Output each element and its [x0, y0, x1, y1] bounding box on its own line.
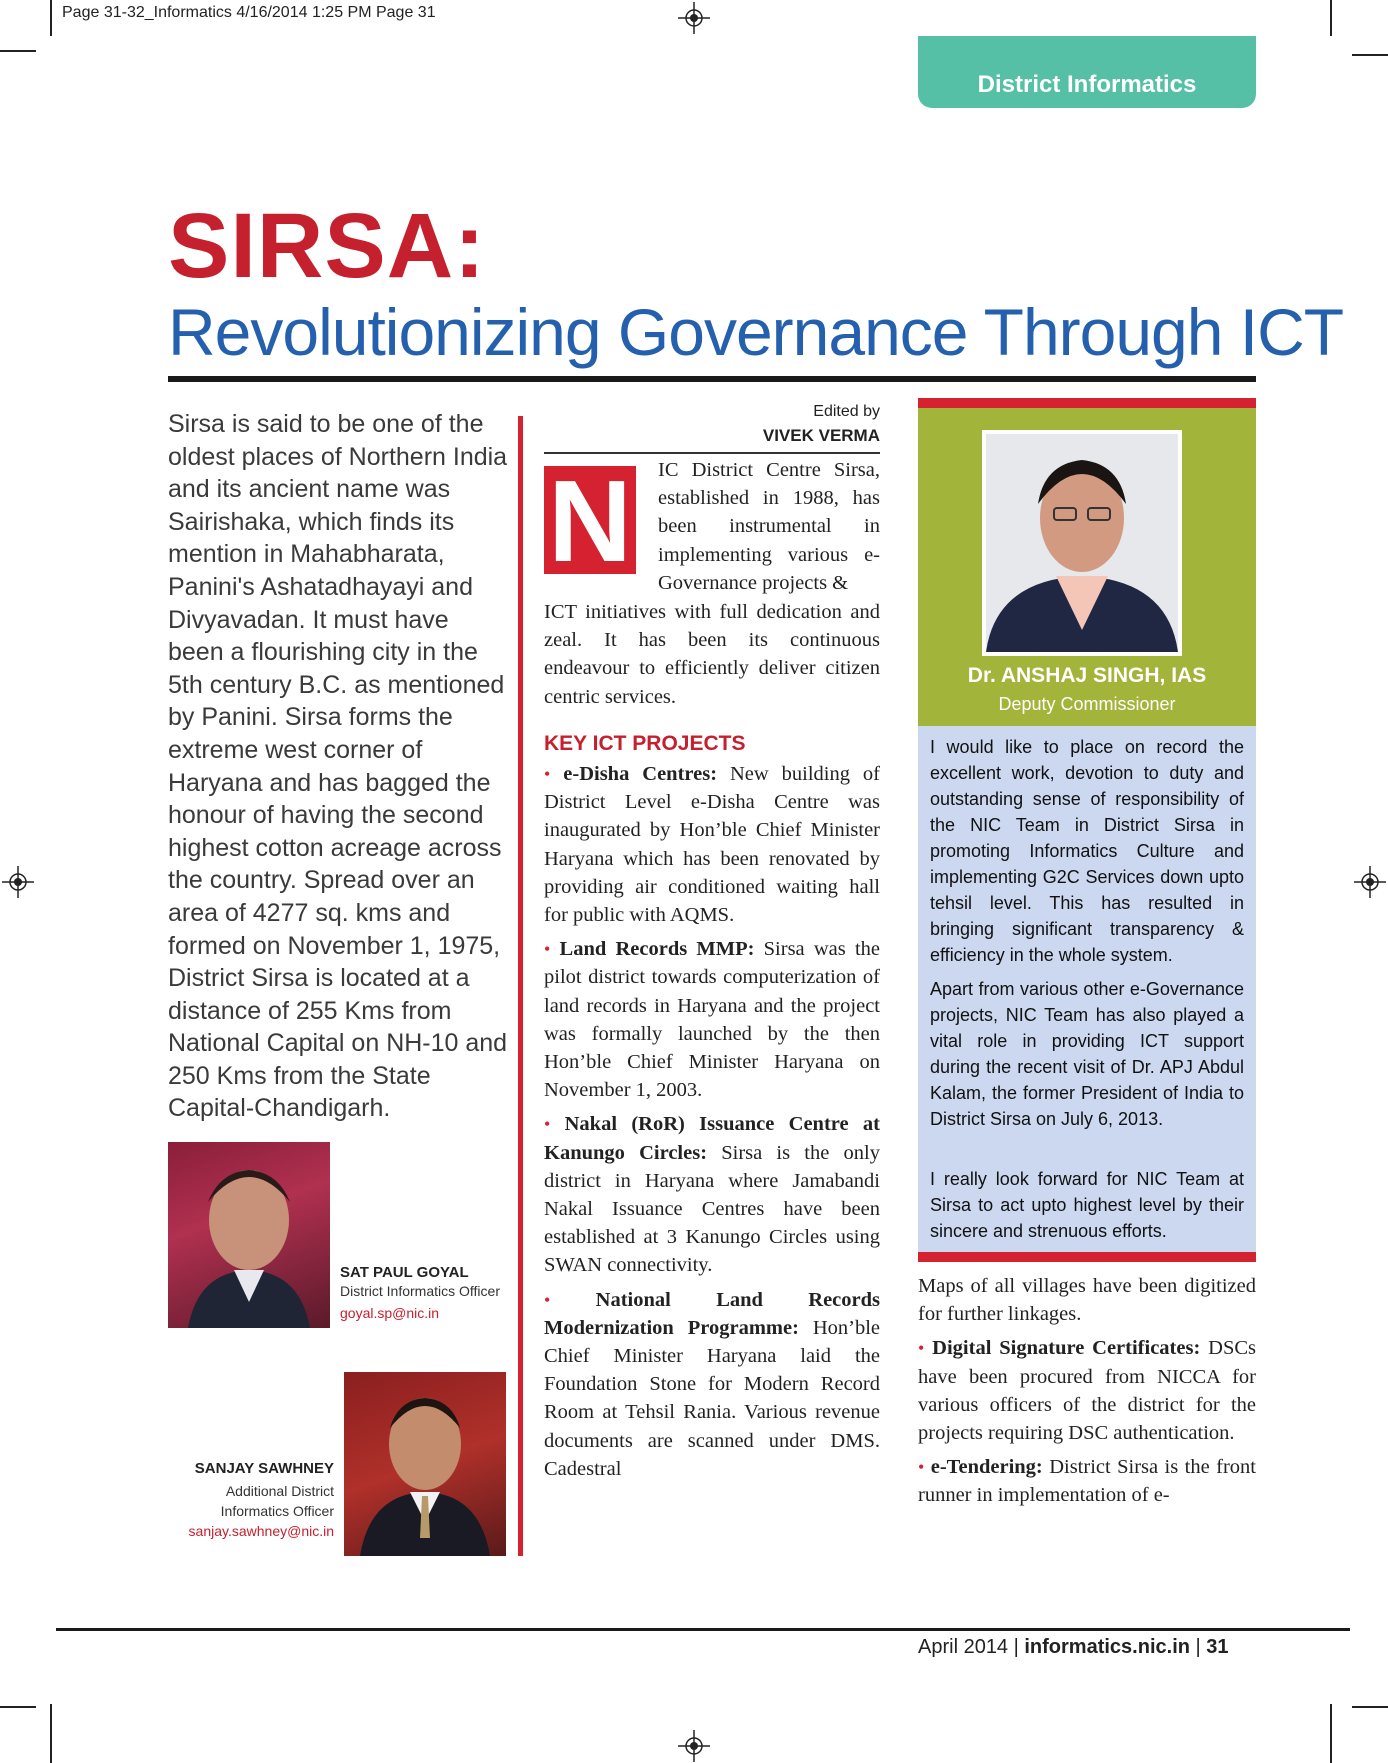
list-item — [544, 935, 880, 1104]
person-info — [168, 1460, 334, 1539]
project-text: DSCs have been procured from NICCA for various officers of the district for the projects requiring DSC authentication. — [918, 1337, 1256, 1445]
byline — [760, 400, 880, 449]
lead-paragraph-cont: ICT initiatives with full dedication and zeal. It has been its continuous endeavour to efficiently deliver citizen centric services. — [544, 601, 880, 708]
box-top-bar — [918, 398, 1256, 408]
person-email: sanjay.sawhney@nic.in — [188, 1523, 334, 1539]
project-heading: e-Disha Centres: — [563, 763, 718, 785]
person-info — [340, 1264, 520, 1321]
bullet-icon: • — [544, 1114, 551, 1135]
avatar — [168, 1142, 330, 1328]
page-subtitle: Revolutionizing Governance Through ICT — [168, 295, 1344, 369]
right-column-text — [918, 1272, 1256, 1516]
section-heading: KEY ICT PROJECTS — [544, 732, 746, 755]
bullet-icon: • — [544, 1289, 551, 1310]
bullet-icon: • — [918, 1338, 925, 1359]
registration-mark-icon — [2, 866, 34, 898]
paragraph: Maps of all villages have been digitized for further linkages. — [918, 1275, 1256, 1326]
byline-label: Edited by — [813, 403, 880, 420]
crop-mark — [1352, 54, 1388, 56]
byline-editor: VIVEK VERMA — [762, 426, 880, 445]
crop-mark — [0, 1706, 36, 1708]
quote-paragraph: Apart from various other e-Governance projects, NIC Team has also played a vital role in providing ICT support during the recent visit of Dr. APJ Abdul Kalam, the former President of India to District Sirsa on July 6, 2013. — [930, 979, 1244, 1129]
bullet-icon: • — [544, 939, 551, 960]
crop-mark — [1330, 0, 1332, 36]
person-email: goyal.sp@nic.in — [340, 1305, 440, 1321]
project-heading: National Land Records Modernization Programme: — [544, 1288, 880, 1339]
page-footer: April 2014 | informatics.nic.in | 31 — [918, 1636, 1229, 1658]
title-rule — [168, 376, 1256, 382]
footer-site: informatics.nic.in — [1024, 1636, 1190, 1658]
project-list — [544, 760, 880, 1489]
person-name: SANJAY SAWHNEY — [194, 1460, 334, 1477]
project-heading: Land Records MMP: — [559, 938, 755, 961]
commissioner-role: Deputy Commissioner — [998, 694, 1176, 714]
person-role: Additional District — [225, 1483, 334, 1499]
person-role: Informatics Officer — [220, 1503, 334, 1519]
crop-mark — [1330, 1704, 1332, 1763]
crop-mark — [0, 50, 36, 52]
bullet-icon: • — [544, 764, 551, 784]
print-slug: Page 31-32_Informatics 4/16/2014 1:25 PM Page 31 — [62, 4, 436, 21]
footer-rule — [56, 1628, 1350, 1631]
commissioner-name: Dr. ANSHAJ SINGH, IAS — [967, 664, 1207, 687]
list-item — [544, 760, 880, 929]
page-title: SIRSA: — [168, 195, 486, 297]
person-name: SAT PAUL GOYAL — [340, 1264, 469, 1281]
section-label: District Informatics — [977, 71, 1197, 98]
list-item — [544, 1286, 880, 1483]
project-text: District Sirsa is the front runner in implementation of e- — [918, 1456, 1256, 1507]
list-item — [544, 1110, 880, 1279]
person-role: District Informatics Officer — [340, 1283, 500, 1299]
avatar — [982, 430, 1182, 656]
project-heading: Nakal (RoR) Issuance Centre at Kanungo Circles: — [544, 1113, 880, 1164]
project-text: New building of District Level e-Disha Centre was inaugurated by Hon’ble Chief Minister Haryana which has been renovated by providing air conditioned waiting hall for public with AQMS. — [544, 763, 880, 927]
project-heading: e-Tendering: — [930, 1456, 1043, 1479]
crop-mark — [1352, 1706, 1388, 1708]
project-text: Hon’ble Chief Minister Haryana laid the Foundation Stone for Modern Record Room at Tehsil Rania. Various revenue documents are scanned under DMS. Cadestral — [544, 1316, 880, 1480]
box-bottom-bar — [918, 1252, 1256, 1262]
quote-paragraph: I really look forward for NIC Team at Sirsa to act upto highest level by their sincere and strenuous efforts. — [930, 1169, 1244, 1241]
footer-date: April 2014 — [918, 1636, 1009, 1658]
column-divider — [518, 416, 523, 1556]
bullet-icon: • — [918, 1457, 925, 1478]
drop-cap: N — [544, 466, 636, 574]
page-number: 31 — [1206, 1636, 1229, 1658]
quote-paragraph: I would like to place on record the excellent work, devotion to duty and outstanding sense of responsibility of the NIC Team in District Sirsa in promoting Informatics Culture and implementing G2C Services down upto tehsil level. This has resulted in bringing significant transparency & efficiency in the whole system. — [930, 737, 1244, 965]
registration-mark-icon — [1354, 866, 1386, 898]
project-text: Sirsa is the only district in Haryana where Jamabandi Nakal Issuance Centres have been established at 3 Kanungo Circles using SWAN connectivity. — [544, 1141, 880, 1277]
byline-rule — [544, 452, 880, 454]
project-heading: Digital Signature Certificates: — [932, 1337, 1201, 1360]
registration-mark-icon — [678, 1730, 710, 1762]
list-item — [918, 1453, 1256, 1509]
project-text: Sirsa was the pilot district towards computerization of land records in Haryana and the project was formally launched by the then Hon’ble Chief Minister Haryana on November 1, 2003. — [544, 938, 880, 1102]
crop-mark — [50, 1704, 52, 1763]
avatar — [344, 1372, 506, 1556]
registration-mark-icon — [678, 2, 710, 34]
section-tab — [918, 36, 1256, 108]
intro-paragraph: Sirsa is said to be one of the oldest places of Northern India and its ancient name was Sairishaka, which finds its mention in Mahabharata, Panini's Ashatadhayayi and Divyavadan. It must have been a flourishing city in the 5th century B.C. as mentioned by Panini. Sirsa forms the extreme west corner of Haryana and has bagged the honour of having the second highest cotton acreage across the country. Spread over an area of 4277 sq. kms and formed on November 1, 1975, District Sirsa is located at a distance of 255 Kms from National Capital on NH-10 and 250 Kms from the State Capital-Chandigarh. — [168, 410, 508, 1123]
lead-paragraph: IC District Centre Sirsa, established in 1988, has been instrumental in implementing various e-Governance projects & — [658, 459, 880, 594]
list-item — [918, 1334, 1256, 1447]
crop-mark — [50, 0, 52, 36]
